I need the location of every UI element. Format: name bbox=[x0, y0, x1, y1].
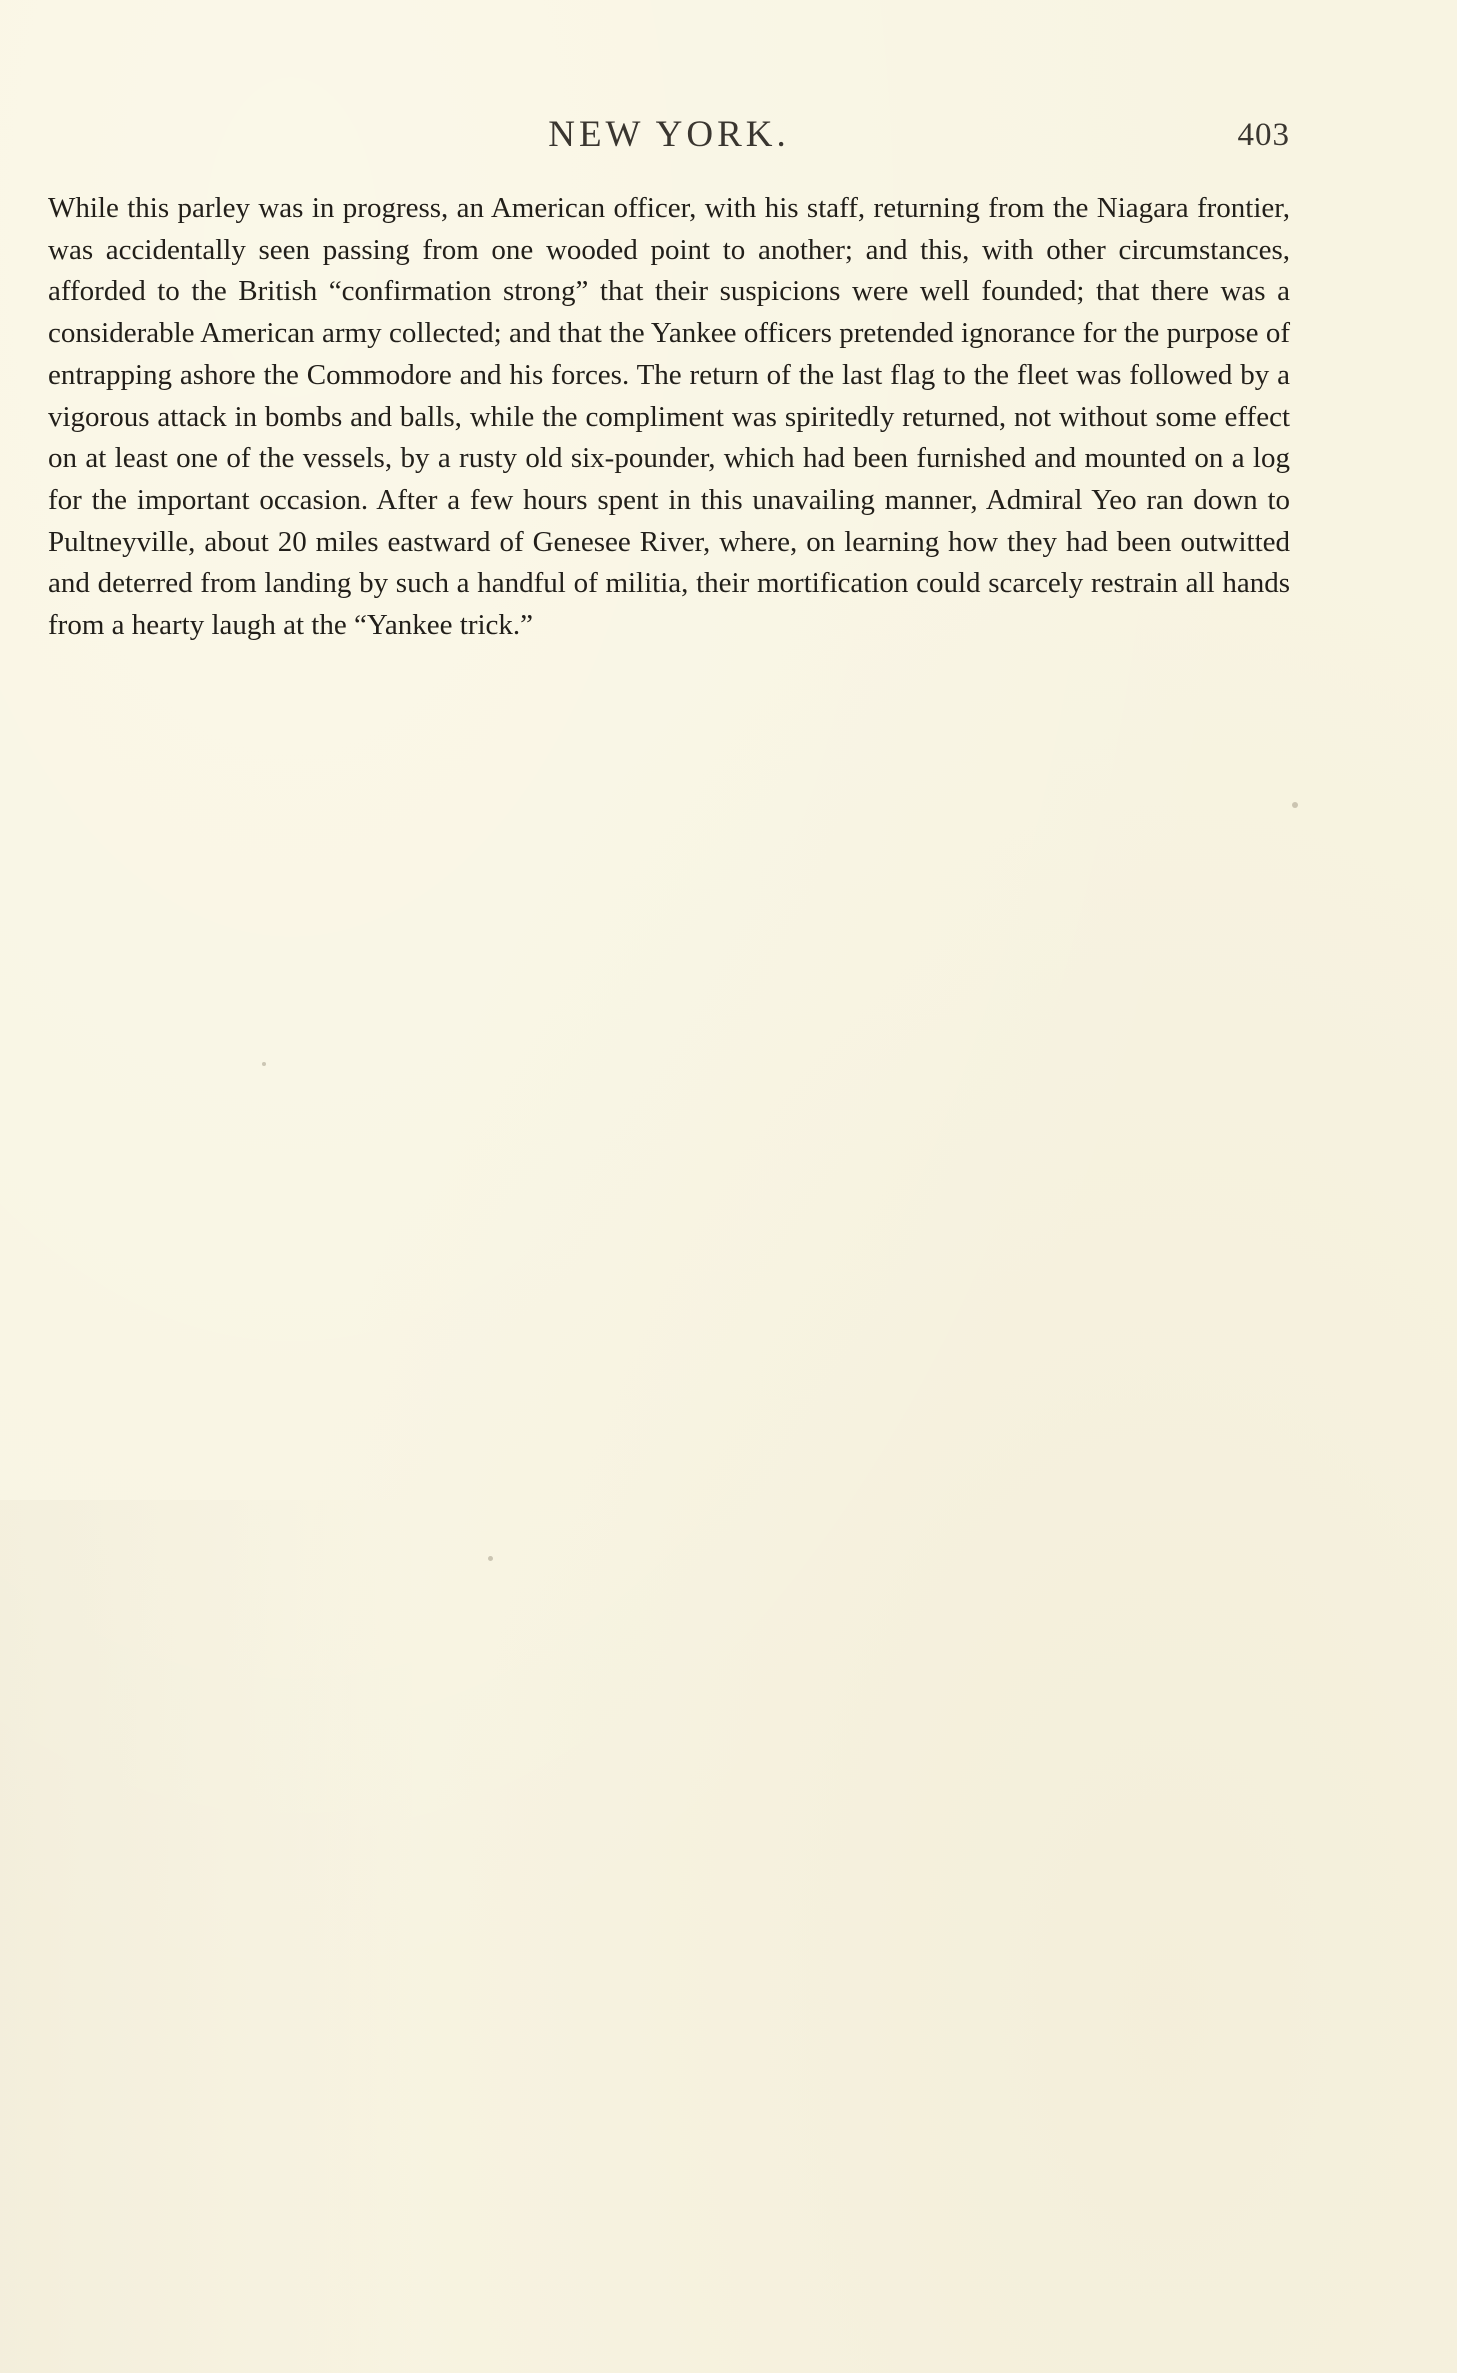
paper-speck bbox=[262, 1062, 266, 1066]
page-number: 403 bbox=[1237, 117, 1290, 153]
body-paragraph: While this parley was in progress, an American officer, with his staff, returning from the Niagara frontier, was accidentally seen passing from one wooded point to another; and this, with other circumstances, afforded to the British “confirmation strong” that their suspicions were well founded; that there was a considerable American army collected; and that the Yankee officers pretended ignorance for the purpose of entrapping ashore the Commodore and his forces. The return of the last flag to the fleet was followed by a vigorous attack in bombs and balls, while the compliment was spiritedly returned, not without some effect on at least one of the vessels, by a rusty old six-pounder, which had been furnished and mounted on a log for the important occasion. After a few hours spent in this unavailing manner, Admiral Yeo ran down to Pultneyville, about 20 miles eastward of Genesee River, where, on learning how they had been outwitted and deterred from landing by such a handful of militia, their mortification could scarcely restrain all hands from a hearty laugh at the “Yankee trick.” bbox=[48, 192, 1290, 642]
paper-speck bbox=[488, 1556, 493, 1561]
page-show-through bbox=[0, 1500, 420, 2373]
paper-speck bbox=[1292, 802, 1298, 808]
running-header bbox=[48, 112, 1290, 158]
running-title: NEW YORK. bbox=[548, 114, 790, 155]
